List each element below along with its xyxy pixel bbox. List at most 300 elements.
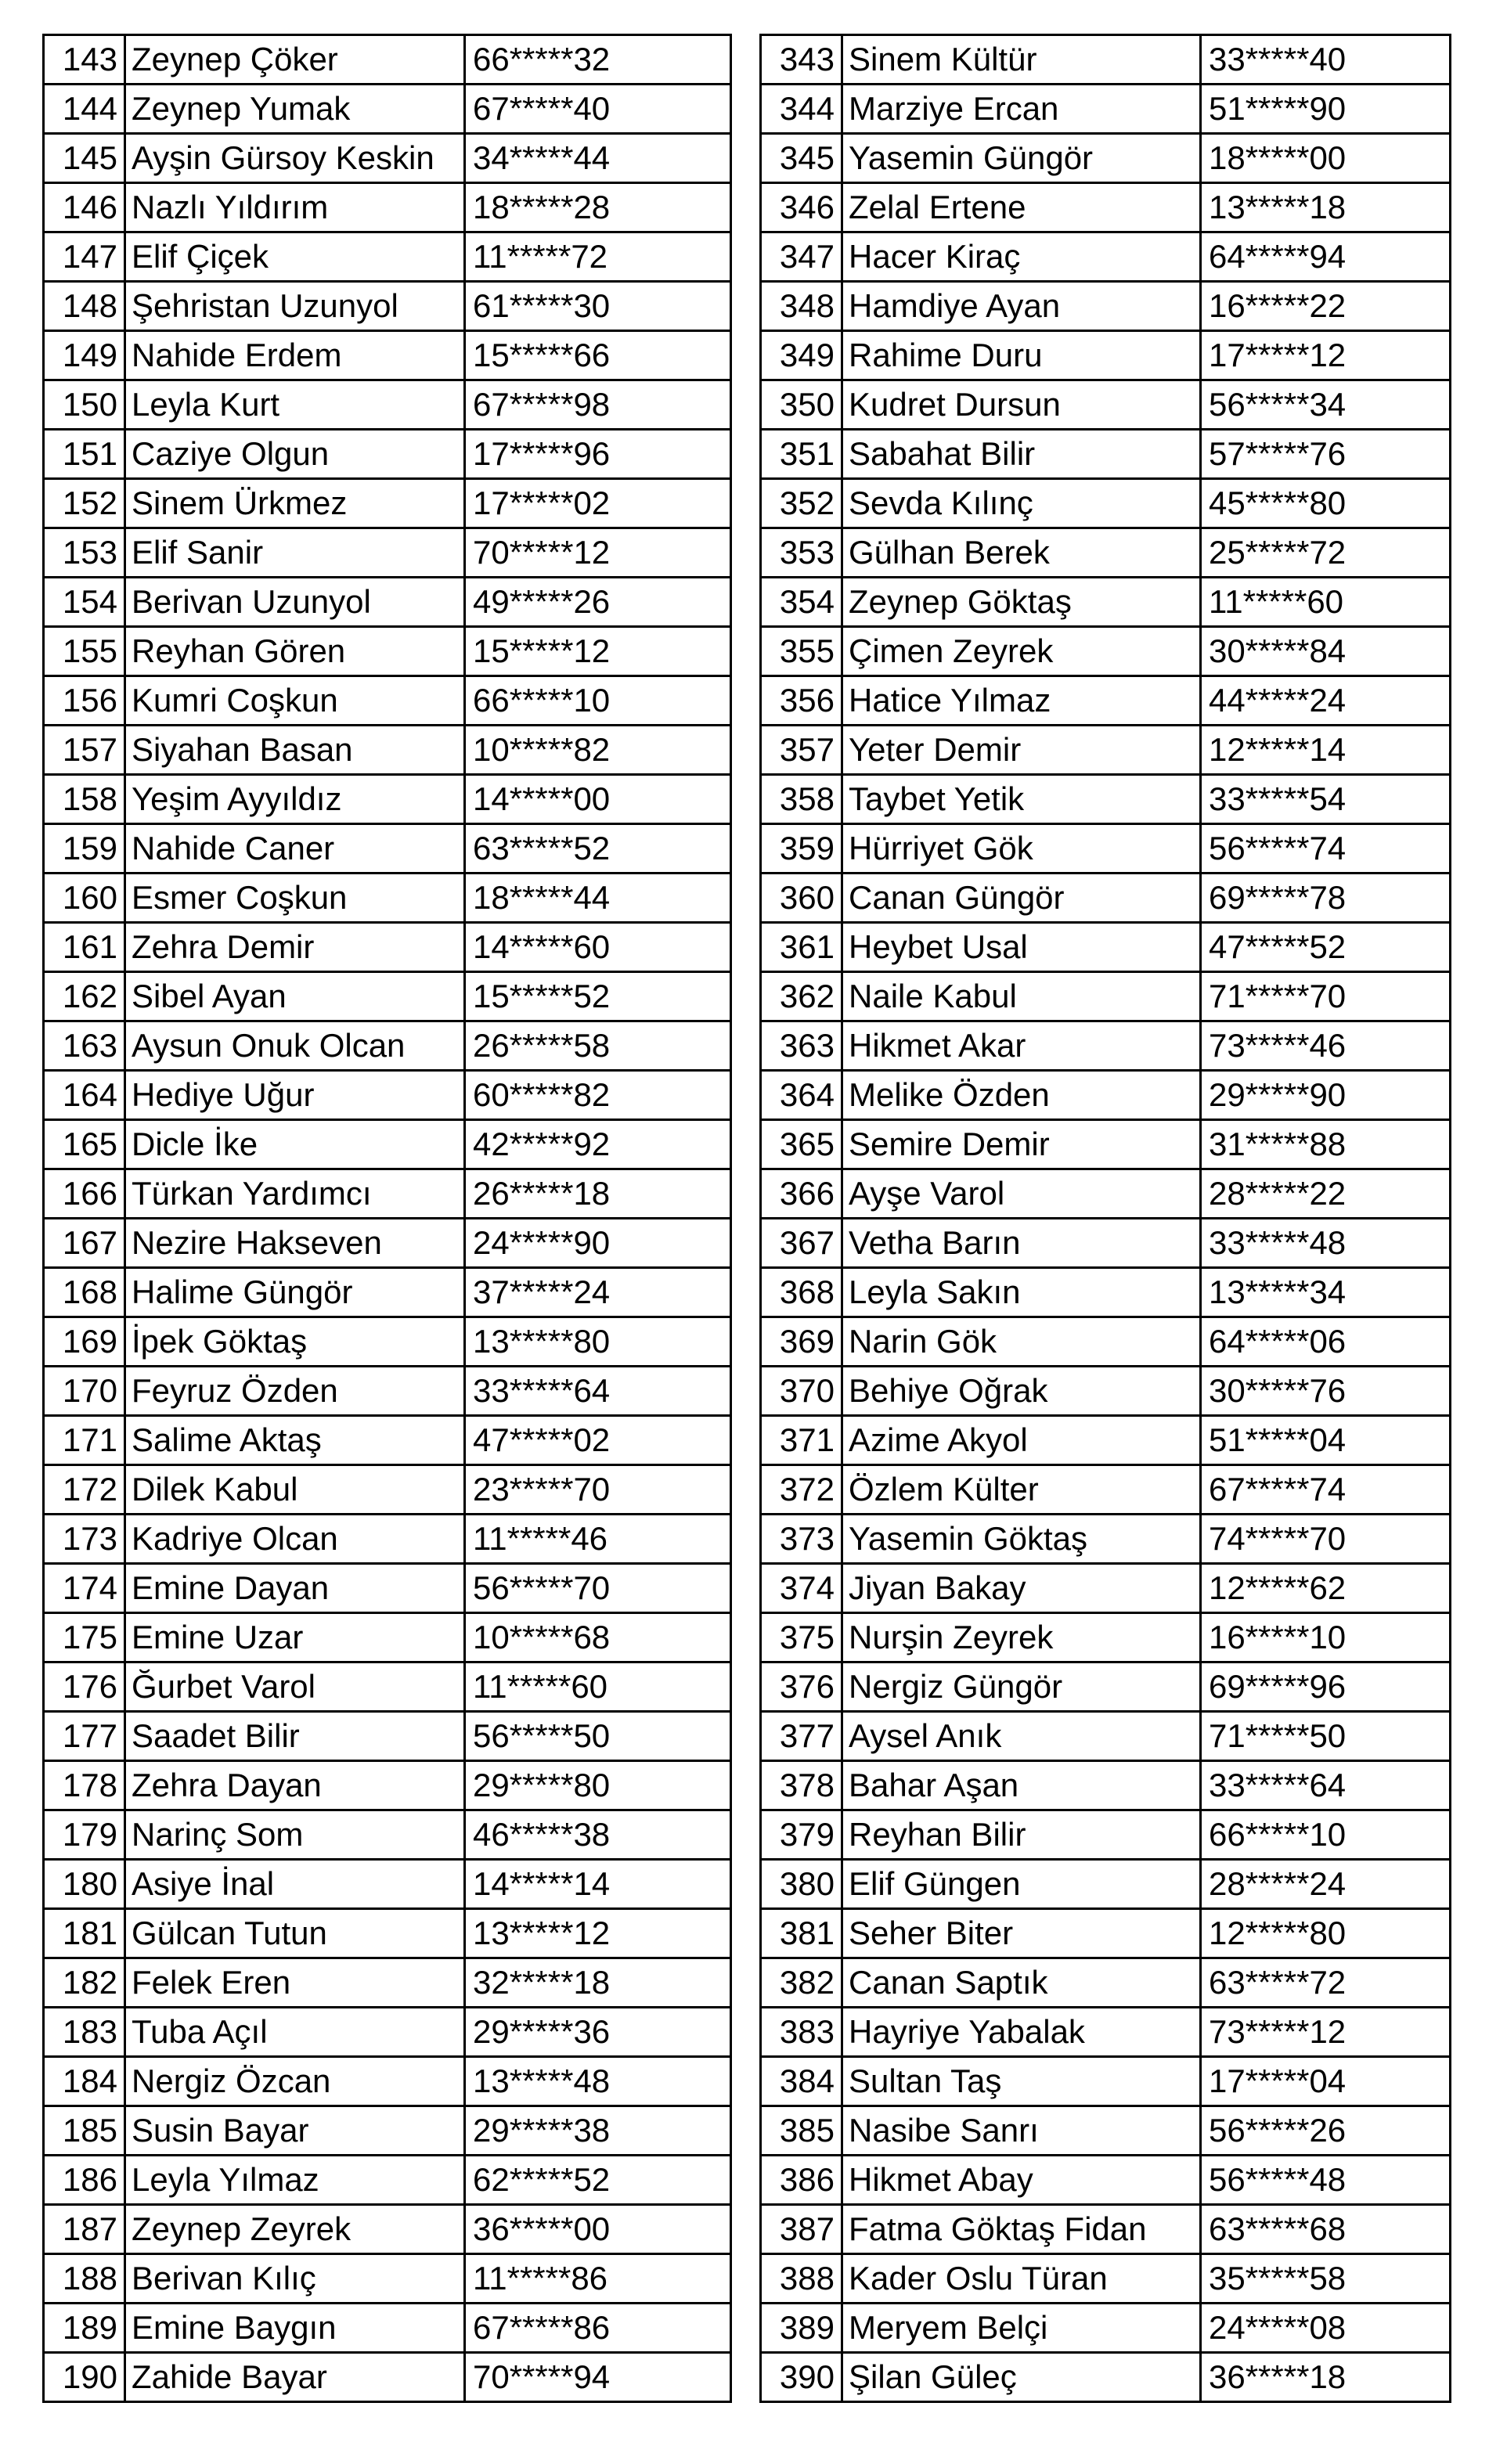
person-name: Çimen Zeyrek [842,627,1201,676]
row-number: 175 [44,1613,125,1662]
masked-id: 67*****74 [1201,1465,1451,1515]
row-number: 165 [44,1120,125,1169]
column-gap [731,824,761,874]
row-number: 150 [44,380,125,430]
row-number: 148 [44,282,125,331]
person-name: Zeynep Zeyrek [125,2205,465,2254]
table-row [44,1416,1451,1465]
column-gap [731,1465,761,1515]
column-gap [731,1662,761,1712]
person-name: Hediye Uğur [125,1071,465,1120]
person-name: Hatice Yılmaz [842,676,1201,726]
row-number: 387 [761,2205,842,2254]
row-number: 361 [761,923,842,972]
row-number: 346 [761,183,842,232]
row-number: 156 [44,676,125,726]
row-number: 155 [44,627,125,676]
row-number: 364 [761,1071,842,1120]
person-name: Hikmet Akar [842,1021,1201,1071]
column-gap [731,874,761,923]
person-name: Nergiz Özcan [125,2057,465,2106]
column-gap [731,2254,761,2304]
table-row [44,627,1451,676]
table-row [44,972,1451,1021]
masked-id: 56*****34 [1201,380,1451,430]
person-name: Marziye Ercan [842,85,1201,134]
table-row [44,1810,1451,1860]
person-name: Elif Sanir [125,528,465,578]
masked-id: 30*****76 [1201,1367,1451,1416]
person-name: Şilan Güleç [842,2353,1201,2402]
participant-table [42,34,1451,2403]
table-row [44,1761,1451,1810]
person-name: Emine Baygın [125,2304,465,2353]
table-row [44,824,1451,874]
masked-id: 24*****90 [465,1219,731,1268]
person-name: Berivan Uzunyol [125,578,465,627]
masked-id: 17*****04 [1201,2057,1451,2106]
row-number: 368 [761,1268,842,1317]
person-name: Sinem Ürkmez [125,479,465,528]
masked-id: 66*****10 [1201,1810,1451,1860]
row-number: 376 [761,1662,842,1712]
row-number: 145 [44,134,125,183]
masked-id: 14*****60 [465,923,731,972]
masked-id: 63*****52 [465,824,731,874]
person-name: Saadet Bilir [125,1712,465,1761]
table-row [44,2156,1451,2205]
person-name: Zelal Ertene [842,183,1201,232]
row-number: 169 [44,1317,125,1367]
person-name: Gülhan Berek [842,528,1201,578]
row-number: 354 [761,578,842,627]
masked-id: 36*****00 [465,2205,731,2254]
person-name: Taybet Yetik [842,775,1201,824]
row-number: 350 [761,380,842,430]
table-row [44,1712,1451,1761]
person-name: Kadriye Olcan [125,1515,465,1564]
masked-id: 11*****60 [1201,578,1451,627]
table-row [44,578,1451,627]
row-number: 180 [44,1860,125,1909]
masked-id: 11*****46 [465,1515,731,1564]
masked-id: 18*****44 [465,874,731,923]
row-number: 144 [44,85,125,134]
masked-id: 73*****12 [1201,2008,1451,2057]
person-name: Felek Eren [125,1958,465,2008]
masked-id: 18*****00 [1201,134,1451,183]
table-row [44,1860,1451,1909]
masked-id: 33*****40 [1201,35,1451,85]
person-name: Naile Kabul [842,972,1201,1021]
person-name: Yeter Demir [842,726,1201,775]
person-name: Gülcan Tutun [125,1909,465,1958]
masked-id: 64*****06 [1201,1317,1451,1367]
row-number: 373 [761,1515,842,1564]
table-row [44,2254,1451,2304]
row-number: 149 [44,331,125,380]
column-gap [731,1219,761,1268]
table-row [44,134,1451,183]
row-number: 152 [44,479,125,528]
masked-id: 35*****58 [1201,2254,1451,2304]
row-number: 182 [44,1958,125,2008]
row-number: 360 [761,874,842,923]
person-name: Hacer Kiraç [842,232,1201,282]
row-number: 186 [44,2156,125,2205]
person-name: Heybet Usal [842,923,1201,972]
masked-id: 49*****26 [465,578,731,627]
row-number: 380 [761,1860,842,1909]
masked-id: 47*****02 [465,1416,731,1465]
masked-id: 11*****86 [465,2254,731,2304]
row-number: 187 [44,2205,125,2254]
column-gap [731,2008,761,2057]
masked-id: 29*****90 [1201,1071,1451,1120]
table-row [44,2008,1451,2057]
masked-id: 56*****70 [465,1564,731,1613]
masked-id: 37*****24 [465,1268,731,1317]
person-name: Nurşin Zeyrek [842,1613,1201,1662]
person-name: Leyla Yılmaz [125,2156,465,2205]
row-number: 160 [44,874,125,923]
person-name: Dicle İke [125,1120,465,1169]
table-row [44,726,1451,775]
row-number: 168 [44,1268,125,1317]
row-number: 370 [761,1367,842,1416]
row-number: 173 [44,1515,125,1564]
masked-id: 60*****82 [465,1071,731,1120]
row-number: 379 [761,1810,842,1860]
masked-id: 26*****18 [465,1169,731,1219]
column-gap [731,1071,761,1120]
person-name: Dilek Kabul [125,1465,465,1515]
row-number: 390 [761,2353,842,2402]
table-row [44,1613,1451,1662]
row-number: 166 [44,1169,125,1219]
masked-id: 56*****74 [1201,824,1451,874]
table-row [44,775,1451,824]
row-number: 343 [761,35,842,85]
masked-id: 57*****76 [1201,430,1451,479]
row-number: 385 [761,2106,842,2156]
masked-id: 71*****50 [1201,1712,1451,1761]
person-name: Elif Güngen [842,1860,1201,1909]
column-gap [731,1613,761,1662]
row-number: 167 [44,1219,125,1268]
masked-id: 13*****18 [1201,183,1451,232]
table-row [44,1219,1451,1268]
table-row [44,1958,1451,2008]
column-gap [731,1564,761,1613]
person-name: Siyahan Basan [125,726,465,775]
table-row [44,85,1451,134]
column-gap [731,1367,761,1416]
column-gap [731,134,761,183]
masked-id: 14*****00 [465,775,731,824]
column-gap [731,923,761,972]
row-number: 159 [44,824,125,874]
person-name: Kader Oslu Türan [842,2254,1201,2304]
masked-id: 62*****52 [465,2156,731,2205]
row-number: 147 [44,232,125,282]
column-gap [731,1909,761,1958]
column-gap [731,775,761,824]
table-row [44,2353,1451,2402]
column-gap [731,1317,761,1367]
row-number: 384 [761,2057,842,2106]
person-name: Leyla Kurt [125,380,465,430]
column-gap [731,1712,761,1761]
table-row [44,380,1451,430]
masked-id: 70*****94 [465,2353,731,2402]
masked-id: 15*****52 [465,972,731,1021]
row-number: 181 [44,1909,125,1958]
row-number: 183 [44,2008,125,2057]
table-row [44,923,1451,972]
person-name: Nahide Erdem [125,331,465,380]
table-row [44,676,1451,726]
table-row [44,1465,1451,1515]
table-row [44,1120,1451,1169]
person-name: Zahide Bayar [125,2353,465,2402]
masked-id: 69*****78 [1201,874,1451,923]
person-name: Hayriye Yabalak [842,2008,1201,2057]
person-name: Zeynep Yumak [125,85,465,134]
column-gap [731,2205,761,2254]
row-number: 375 [761,1613,842,1662]
row-number: 348 [761,282,842,331]
table-row [44,331,1451,380]
table-row [44,1071,1451,1120]
table-row [44,1169,1451,1219]
person-name: Fatma Göktaş Fidan [842,2205,1201,2254]
row-number: 185 [44,2106,125,2156]
column-gap [731,1810,761,1860]
table-row [44,1317,1451,1367]
person-name: Seher Biter [842,1909,1201,1958]
row-number: 170 [44,1367,125,1416]
person-name: Narin Gök [842,1317,1201,1367]
person-name: Nezire Hakseven [125,1219,465,1268]
person-name: Susin Bayar [125,2106,465,2156]
row-number: 161 [44,923,125,972]
column-gap [731,282,761,331]
row-number: 351 [761,430,842,479]
person-name: Şehristan Uzunyol [125,282,465,331]
column-gap [731,2057,761,2106]
masked-id: 56*****26 [1201,2106,1451,2156]
masked-id: 15*****66 [465,331,731,380]
row-number: 143 [44,35,125,85]
table-row [44,874,1451,923]
table-row [44,1021,1451,1071]
person-name: Sabahat Bilir [842,430,1201,479]
row-number: 383 [761,2008,842,2057]
column-gap [731,676,761,726]
person-name: Canan Güngör [842,874,1201,923]
masked-id: 16*****22 [1201,282,1451,331]
masked-id: 11*****72 [465,232,731,282]
person-name: Türkan Yardımcı [125,1169,465,1219]
masked-id: 45*****80 [1201,479,1451,528]
masked-id: 10*****68 [465,1613,731,1662]
masked-id: 56*****48 [1201,2156,1451,2205]
person-name: Sinem Kültür [842,35,1201,85]
column-gap [731,1268,761,1317]
masked-id: 32*****18 [465,1958,731,2008]
masked-id: 13*****80 [465,1317,731,1367]
row-number: 389 [761,2304,842,2353]
table-row [44,1367,1451,1416]
row-number: 365 [761,1120,842,1169]
table-row [44,479,1451,528]
masked-id: 14*****14 [465,1860,731,1909]
person-name: Ğurbet Varol [125,1662,465,1712]
person-name: Vetha Barın [842,1219,1201,1268]
person-name: Ayşe Varol [842,1169,1201,1219]
person-name: Sultan Taş [842,2057,1201,2106]
person-name: Ayşin Gürsoy Keskin [125,134,465,183]
masked-id: 51*****90 [1201,85,1451,134]
person-name: Özlem Külter [842,1465,1201,1515]
table-row [44,2304,1451,2353]
column-gap [731,528,761,578]
row-number: 176 [44,1662,125,1712]
person-name: Nasibe Sanrı [842,2106,1201,2156]
masked-id: 30*****84 [1201,627,1451,676]
table-row [44,2205,1451,2254]
person-name: Zehra Dayan [125,1761,465,1810]
masked-id: 44*****24 [1201,676,1451,726]
masked-id: 63*****72 [1201,1958,1451,2008]
person-name: Rahime Duru [842,331,1201,380]
person-name: Kudret Dursun [842,380,1201,430]
masked-id: 17*****96 [465,430,731,479]
person-name: Yeşim Ayyıldız [125,775,465,824]
column-gap [731,578,761,627]
person-name: Hürriyet Gök [842,824,1201,874]
row-number: 363 [761,1021,842,1071]
masked-id: 11*****60 [465,1662,731,1712]
row-number: 158 [44,775,125,824]
row-number: 374 [761,1564,842,1613]
row-number: 382 [761,1958,842,2008]
table-row [44,35,1451,85]
column-gap [731,1860,761,1909]
column-gap [731,1416,761,1465]
row-number: 355 [761,627,842,676]
masked-id: 33*****64 [1201,1761,1451,1810]
person-name: Nahide Caner [125,824,465,874]
person-name: Nazlı Yıldırım [125,183,465,232]
masked-id: 67*****98 [465,380,731,430]
masked-id: 29*****38 [465,2106,731,2156]
column-gap [731,331,761,380]
person-name: Narinç Som [125,1810,465,1860]
row-number: 154 [44,578,125,627]
row-number: 190 [44,2353,125,2402]
person-name: Elif Çiçek [125,232,465,282]
masked-id: 24*****08 [1201,2304,1451,2353]
person-name: Nergiz Güngör [842,1662,1201,1712]
column-gap [731,380,761,430]
table-row [44,528,1451,578]
masked-id: 47*****52 [1201,923,1451,972]
table-row [44,1909,1451,1958]
person-name: Semire Demir [842,1120,1201,1169]
table-row [44,1564,1451,1613]
person-name: Jiyan Bakay [842,1564,1201,1613]
person-name: Behiye Oğrak [842,1367,1201,1416]
masked-id: 66*****10 [465,676,731,726]
table-row [44,2106,1451,2156]
masked-id: 42*****92 [465,1120,731,1169]
row-number: 171 [44,1416,125,1465]
person-name: Yasemin Göktaş [842,1515,1201,1564]
row-number: 371 [761,1416,842,1465]
person-name: Berivan Kılıç [125,2254,465,2304]
person-name: Aysun Onuk Olcan [125,1021,465,1071]
masked-id: 66*****32 [465,35,731,85]
person-name: Salime Aktaş [125,1416,465,1465]
table-row [44,183,1451,232]
masked-id: 63*****68 [1201,2205,1451,2254]
masked-id: 13*****12 [465,1909,731,1958]
row-number: 162 [44,972,125,1021]
masked-id: 23*****70 [465,1465,731,1515]
row-number: 378 [761,1761,842,1810]
row-number: 369 [761,1317,842,1367]
row-number: 353 [761,528,842,578]
person-name: Feyruz Özden [125,1367,465,1416]
row-number: 153 [44,528,125,578]
table-row [44,1268,1451,1317]
row-number: 179 [44,1810,125,1860]
column-gap [731,430,761,479]
column-gap [731,726,761,775]
row-number: 381 [761,1909,842,1958]
person-name: Zeynep Göktaş [842,578,1201,627]
row-number: 359 [761,824,842,874]
person-name: Aysel Anık [842,1712,1201,1761]
table-row [44,2057,1451,2106]
row-number: 151 [44,430,125,479]
person-name: Halime Güngör [125,1268,465,1317]
masked-id: 17*****02 [465,479,731,528]
row-number: 163 [44,1021,125,1071]
person-name: Zehra Demir [125,923,465,972]
row-number: 146 [44,183,125,232]
row-number: 377 [761,1712,842,1761]
column-gap [731,232,761,282]
masked-id: 74*****70 [1201,1515,1451,1564]
row-number: 356 [761,676,842,726]
person-name: Yasemin Güngör [842,134,1201,183]
column-gap [731,183,761,232]
table-row [44,282,1451,331]
masked-id: 16*****10 [1201,1613,1451,1662]
masked-id: 36*****18 [1201,2353,1451,2402]
masked-id: 12*****62 [1201,1564,1451,1613]
masked-id: 25*****72 [1201,528,1451,578]
row-number: 184 [44,2057,125,2106]
person-name: Esmer Coşkun [125,874,465,923]
person-name: Reyhan Gören [125,627,465,676]
masked-id: 17*****12 [1201,331,1451,380]
column-gap [731,972,761,1021]
row-number: 362 [761,972,842,1021]
